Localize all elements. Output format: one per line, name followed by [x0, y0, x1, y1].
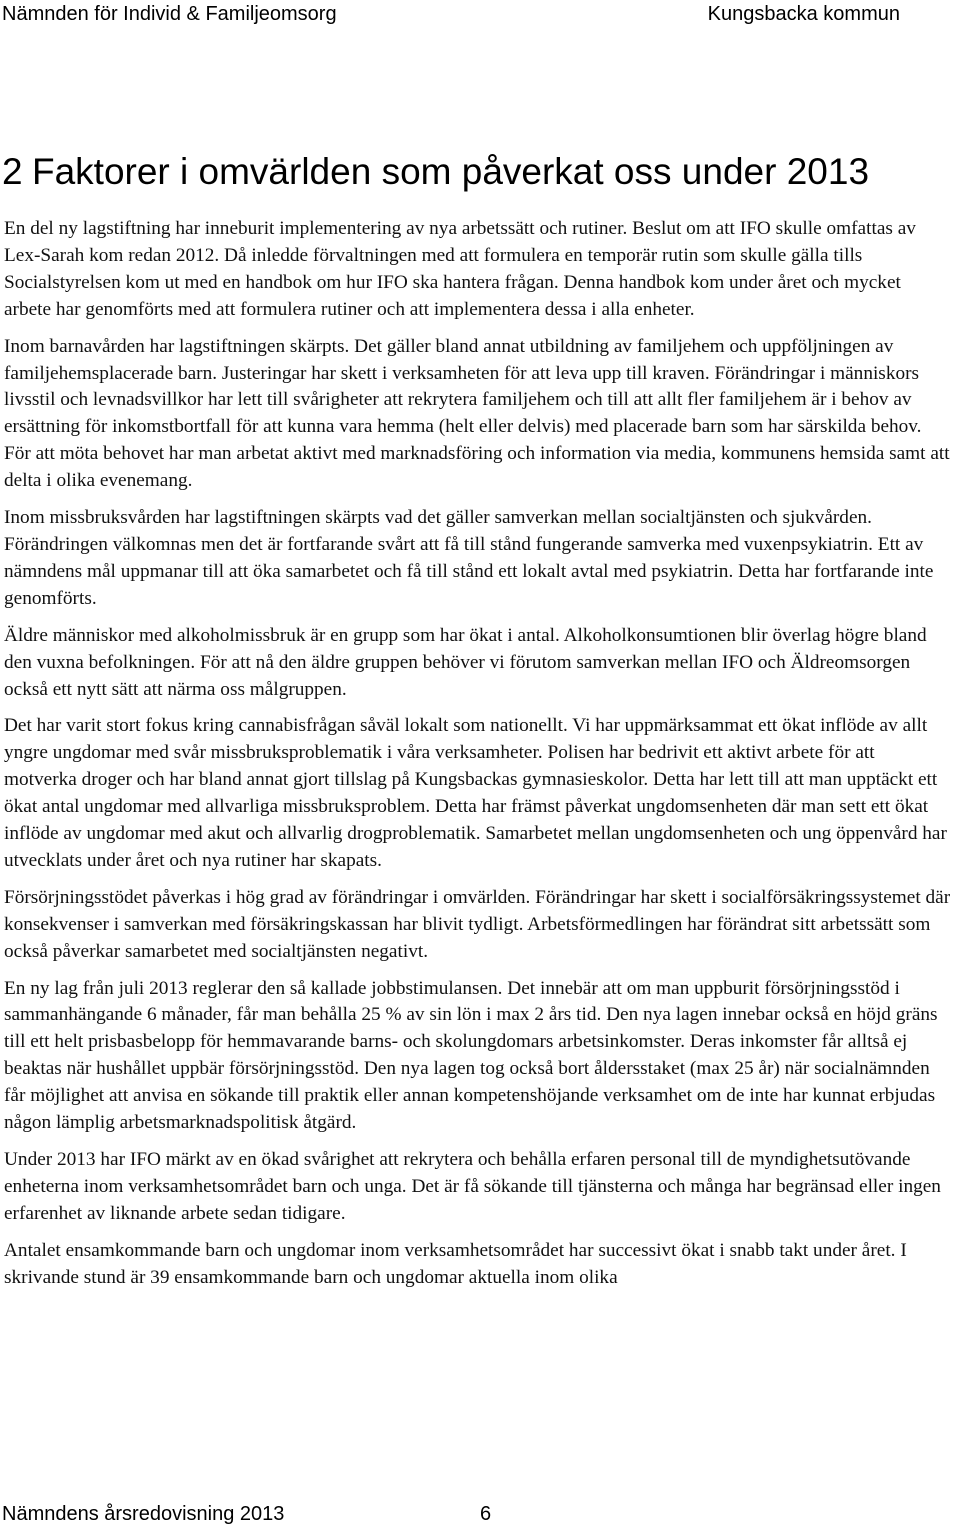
- paragraph-barnavarden: Inom barnavården har lagstiftningen skärpts. Det gäller bland annat utbildning av familjehem och uppföljningen av familjehemsplacerade barn. Justeringar har skett i verksamheten för att leva upp till kraven. Förändringar i människors livsstil och levnadsvillkor har lett till svårigheter att rekrytera familjehem och till att allt fler familjehem är i behov av ersättning för inkomstbortfall för att kunna vara hemma (helt eller delvis) med placerade barn som har särskilda behov. För att möta behovet har man arbetat aktivt med marknadsföring och information via media, kommunens hemsida samt att delta i olika evenemang.: [4, 335, 950, 492]
- header-organization: Nämnden för Individ & Familjeomsorg: [2, 3, 337, 25]
- page-footer: [2, 1500, 492, 1528]
- paragraph-ensamkommande: Antalet ensamkommande barn och ungdomar inom verksamhetsområdet har successivt ökat i snabb takt under året. I skrivande stund är 39 ensamkommande barn och ungdomar aktuella inom olika: [4, 1239, 907, 1288]
- chapter-heading: [2, 148, 952, 196]
- paragraph-jobbstimulans: En ny lag från juli 2013 reglerar den så kallade jobbstimulansen. Det innebär att om man uppburit försörjningsstöd i sammanhängande 6 månader, får man behålla 25 % av sin lön i max 2 års tid. Den nya lagen innebar också en höjd gräns till ett helt prisbasbelopp för hemmavarande barns- och skolungdomars arbetsinkomster. Deras inkomster får alltså ej beaktas när hushållet uppbär försörjningsstöd. Den nya lagen tog också bort åldersstaket (max 25 år) när socialnämnden får möjlighet att anvisa en sökande till praktik eller annan kompetenshöjande verksamhet om de inte har kunnat erbjudas någon lämplig arbetsmarknadspolitisk åtgärd.: [4, 977, 938, 1134]
- paragraph-forsorjningsstod: Försörjningsstödet påverkas i hög grad av förändringar i omvärlden. Förändringar har skett i socialförsäkringssystemet där konsekvenser i samverkan med försäkringskassan har blivit tydligt. Arbetsförmedlingen har förändrat sitt arbetssätt som också påverkar samarbetet med socialtjänsten negativt.: [4, 886, 951, 962]
- body-text: [4, 216, 952, 1302]
- chapter-number: 2: [2, 151, 23, 192]
- paragraph-rekrytering: Under 2013 har IFO märkt av en ökad svårighet att rekrytera och behålla erfaren personal till de myndighetsutövande enheterna inom verksamhetsområdet barn och unga. Det är få sökande till tjänsterna och många har begränsad eller ingen erfarenhet av liknande arbete sedan tidigare.: [4, 1149, 941, 1224]
- header-municipality: Kungsbacka kommun: [707, 3, 900, 25]
- paragraph-missbruksvarden: Inom missbruksvården har lagstiftningen skärpts vad det gäller samverkan mellan socialtjänsten och sjukvården. Förändringen välkomnas men det är fortfarande svårt att få till stånd fungerande samverka med vuxenpsykiatrin. Ett av nämndens mål uppmanar till att öka samarbetet och få till stånd ett lokalt avtal med psykiatrin. Detta har fortfarande inte genomförts.: [4, 507, 934, 609]
- chapter-title: Faktorer i omvärlden som påverkat oss under 2013: [32, 151, 870, 192]
- paragraph-cannabis: Det har varit stort fokus kring cannabisfrågan såväl lokalt som nationellt. Vi har uppmärksammat ett ökat inflöde av allt yngre ungdomar med svår missbruksproblematik i våra verksamheter. Polisen har bedrivit ett aktivt arbete för att motverka droger och har bland annat gjort tillslag på Kungsbackas gymnasieskolor. Detta har lett till att man upptäckt ett ökat antal ungdomar med allvarliga missbruksproblem. Detta har främst påverkat ungdomsenheten där man sett ett ökat inflöde av ungdomar med akut och allvarlig drogproblematik. Samarbetet mellan ungdomsenheten och ung öppenvård har utvecklats under året och nya rutiner har skapats.: [4, 715, 947, 871]
- paragraph-lagstiftning: En del ny lagstiftning har inneburit implementering av nya arbetssätt och rutiner. Beslut om att IFO skulle omfattas av Lex-Sarah kom redan 2012. Då inledde förvaltningen med att formulera en temporär rutin som skulle gälla tills Socialstyrelsen kom ut med en handbok om hur IFO ska hantera frågan. Denna handbok kom under året och mycket arbete har genomförts med att formulera rutiner och att implementera dessa i alla enheter.: [4, 218, 916, 320]
- footer-page-number: 6: [480, 1503, 492, 1525]
- paragraph-aldre-manniskor: Äldre människor med alkoholmissbruk är en grupp som har ökat i antal. Alkoholkonsumtionen blir överlag högre bland den vuxna befolkningen. För att nå den äldre gruppen behöver vi förutom samverkan mellan IFO och Äldreomsorgen också ett nytt sätt att närma oss målgruppen.: [4, 624, 927, 700]
- footer-report-title: Nämndens årsredovisning 2013: [2, 1503, 285, 1525]
- page-header: [0, 0, 960, 30]
